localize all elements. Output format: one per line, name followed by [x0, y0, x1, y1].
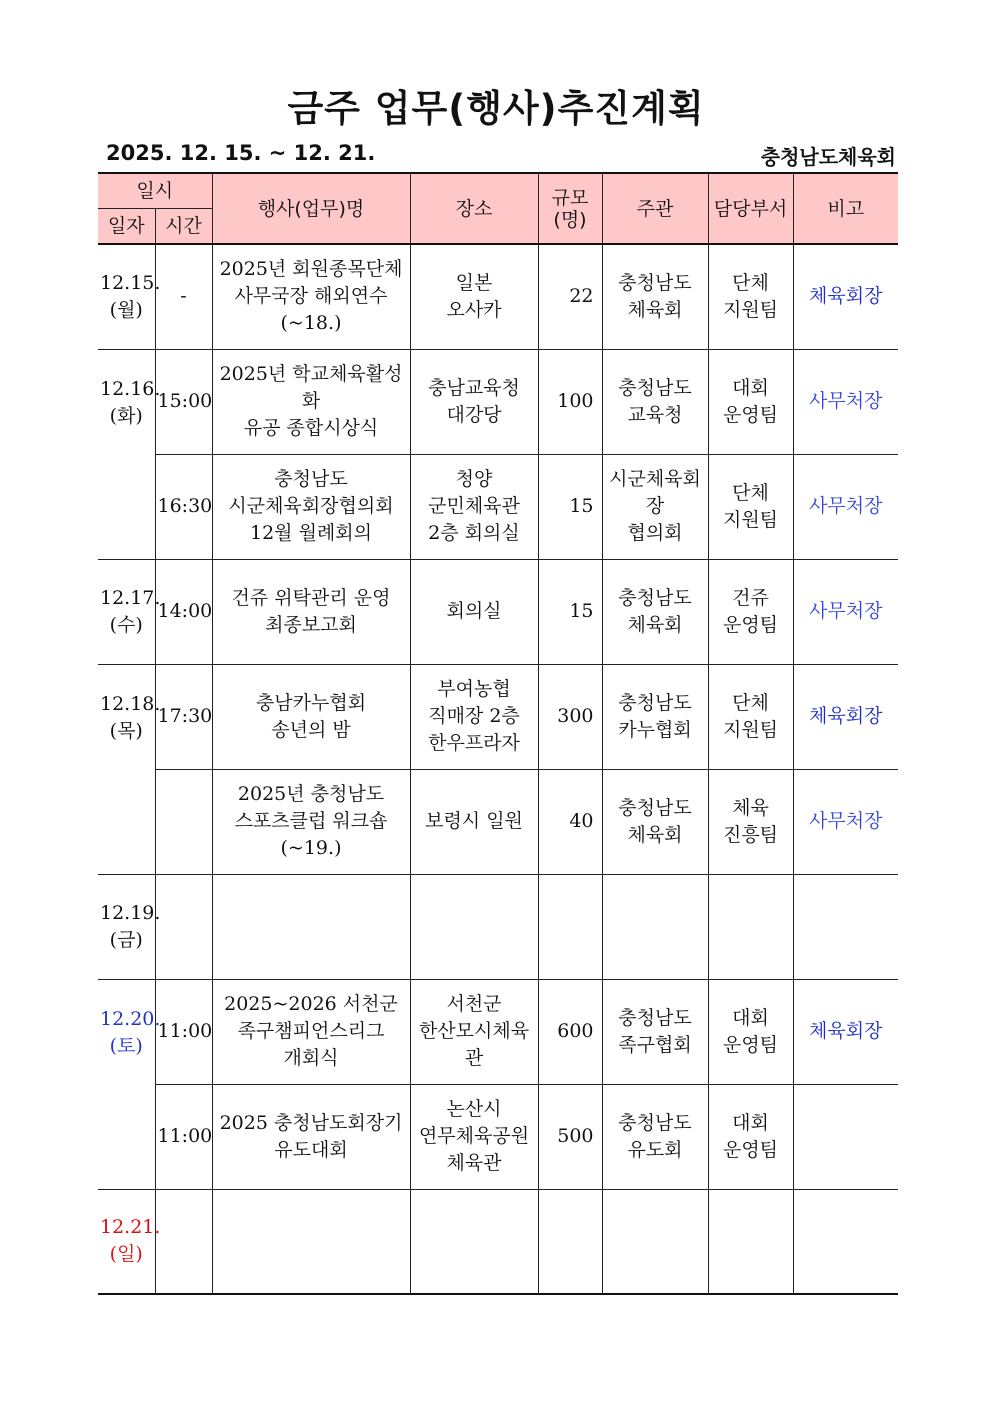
time-cell: 11:00 — [155, 1084, 212, 1189]
header-day: 일자 — [98, 209, 155, 245]
time-cell: 15:00 — [155, 349, 212, 454]
header-time: 시간 — [155, 209, 212, 245]
note-cell — [793, 1189, 898, 1294]
dept-cell: 체육 진흥팀 — [708, 769, 793, 874]
table-row — [98, 244, 898, 349]
event-cell: 2025년 회원종목단체 사무국장 해외연수 (~18.) — [212, 244, 410, 349]
dept-cell: 대회 운영팀 — [708, 349, 793, 454]
event-cell: 2025~2026 서천군 족구챔피언스리그 개회식 — [212, 979, 410, 1084]
event-cell — [212, 874, 410, 979]
table-row — [98, 769, 898, 874]
table-row — [98, 1084, 898, 1189]
dept-cell: 단체 지원팀 — [708, 244, 793, 349]
event-cell: 건쥬 위탁관리 운영 최종보고회 — [212, 559, 410, 664]
scale-cell: 22 — [538, 244, 602, 349]
scale-cell: 15 — [538, 559, 602, 664]
time-cell: 16:30 — [155, 454, 212, 559]
schedule-table — [98, 172, 898, 1295]
schedule-body — [98, 244, 898, 1294]
note-cell: 사무처장 — [793, 769, 898, 874]
place-cell: 청양 군민체육관 2층 회의실 — [410, 454, 538, 559]
dept-cell: 단체 지원팀 — [708, 454, 793, 559]
place-cell — [410, 1189, 538, 1294]
place-cell: 부여농협 직매장 2층 한우프라자 — [410, 664, 538, 769]
dept-cell: 단체 지원팀 — [708, 664, 793, 769]
dept-cell — [708, 874, 793, 979]
header-scale: 규모 (명) — [538, 173, 602, 244]
event-cell — [212, 1189, 410, 1294]
page-title: 금주 업무(행사)추진계획 — [287, 87, 705, 130]
time-cell: 11:00 — [155, 979, 212, 1084]
dept-cell: 대회 운영팀 — [708, 979, 793, 1084]
dept-cell: 대회 운영팀 — [708, 1084, 793, 1189]
dept-cell: 건쥬 운영팀 — [708, 559, 793, 664]
day-cell: 12.18. (목) — [98, 664, 155, 874]
header-event: 행사(업무)명 — [212, 173, 410, 244]
day-cell: 12.21. (일) — [98, 1189, 155, 1294]
note-cell: 체육회장 — [793, 979, 898, 1084]
scale-cell — [538, 1189, 602, 1294]
header-place: 장소 — [410, 173, 538, 244]
place-cell: 보령시 일원 — [410, 769, 538, 874]
table-row — [98, 559, 898, 664]
time-cell — [155, 1189, 212, 1294]
time-cell — [155, 769, 212, 874]
time-cell — [155, 874, 212, 979]
table-row — [98, 349, 898, 454]
note-cell: 사무처장 — [793, 559, 898, 664]
day-cell: 12.17. (수) — [98, 559, 155, 664]
note-cell: 사무처장 — [793, 454, 898, 559]
scale-cell: 500 — [538, 1084, 602, 1189]
table-row — [98, 874, 898, 979]
place-cell: 논산시 연무체육공원 체육관 — [410, 1084, 538, 1189]
host-cell: 충청남도 족구협회 — [602, 979, 708, 1084]
header-datetime: 일시 — [98, 173, 212, 209]
host-cell: 충청남도 체육회 — [602, 244, 708, 349]
scale-cell: 40 — [538, 769, 602, 874]
event-cell: 2025년 충청남도 스포츠클럽 워크숍 (~19.) — [212, 769, 410, 874]
day-cell: 12.16. (화) — [98, 349, 155, 559]
scale-cell: 300 — [538, 664, 602, 769]
note-cell — [793, 1084, 898, 1189]
organization-name: 충청남도체육회 — [760, 145, 896, 169]
scale-cell: 600 — [538, 979, 602, 1084]
event-cell: 2025 충청남도회장기 유도대회 — [212, 1084, 410, 1189]
table-row — [98, 664, 898, 769]
time-cell: 17:30 — [155, 664, 212, 769]
day-cell: 12.15. (월) — [98, 244, 155, 349]
scale-cell: 15 — [538, 454, 602, 559]
event-cell: 충남카누협회 송년의 밤 — [212, 664, 410, 769]
table-row — [98, 1189, 898, 1294]
table-row — [98, 454, 898, 559]
host-cell: 충청남도 유도회 — [602, 1084, 708, 1189]
time-cell: 14:00 — [155, 559, 212, 664]
table-row — [98, 979, 898, 1084]
place-cell: 회의실 — [410, 559, 538, 664]
host-cell: 충청남도 교육청 — [602, 349, 708, 454]
note-cell: 사무처장 — [793, 349, 898, 454]
host-cell: 충청남도 카누협회 — [602, 664, 708, 769]
dept-cell — [708, 1189, 793, 1294]
header-dept: 담당부서 — [708, 173, 793, 244]
scale-cell — [538, 874, 602, 979]
place-cell: 일본 오사카 — [410, 244, 538, 349]
place-cell — [410, 874, 538, 979]
header-host: 주관 — [602, 173, 708, 244]
host-cell: 시군체육회장 협의회 — [602, 454, 708, 559]
host-cell — [602, 1189, 708, 1294]
note-cell: 체육회장 — [793, 664, 898, 769]
event-cell: 2025년 학교체육활성화 유공 종합시상식 — [212, 349, 410, 454]
place-cell: 충남교육청 대강당 — [410, 349, 538, 454]
host-cell: 충청남도 체육회 — [602, 559, 708, 664]
event-cell: 충청남도 시군체육회장협의회 12월 월례회의 — [212, 454, 410, 559]
host-cell — [602, 874, 708, 979]
time-cell: - — [155, 244, 212, 349]
note-cell: 체육회장 — [793, 244, 898, 349]
scale-cell: 100 — [538, 349, 602, 454]
host-cell: 충청남도 체육회 — [602, 769, 708, 874]
note-cell — [793, 874, 898, 979]
day-cell: 12.19. (금) — [98, 874, 155, 979]
header-note: 비고 — [793, 173, 898, 244]
date-range: 2025. 12. 15. ~ 12. 21. — [106, 141, 376, 165]
day-cell: 12.20. (토) — [98, 979, 155, 1189]
place-cell: 서천군 한산모시체육관 — [410, 979, 538, 1084]
